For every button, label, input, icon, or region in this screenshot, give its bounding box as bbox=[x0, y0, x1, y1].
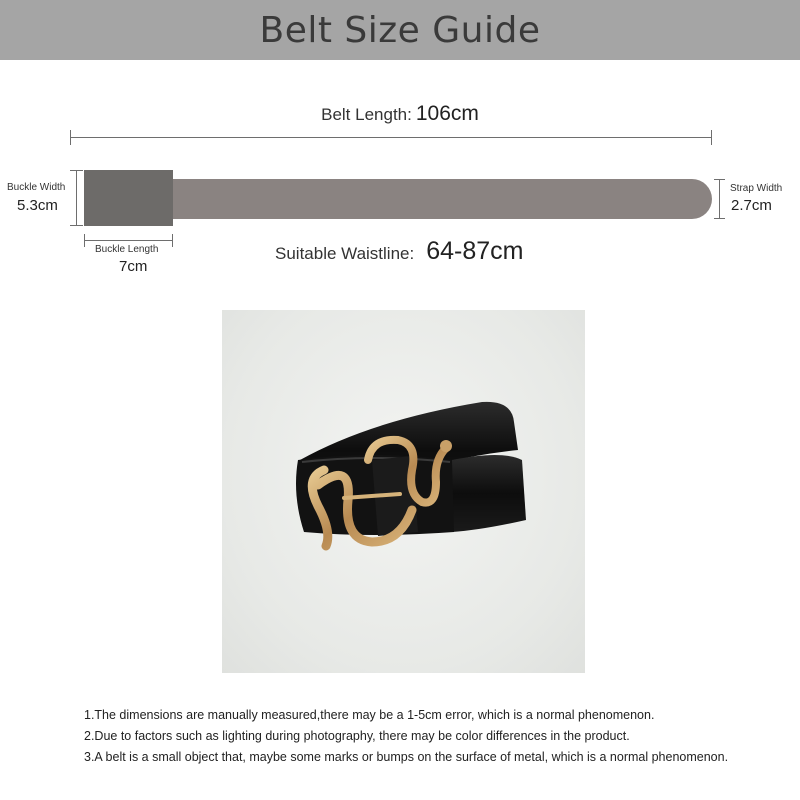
buckle-length-tick-right bbox=[172, 234, 173, 247]
buckle-length-value: 7cm bbox=[119, 258, 148, 275]
header-banner bbox=[0, 0, 800, 60]
buckle-width-tick-top bbox=[70, 170, 83, 171]
buckle-width-label: Buckle Width bbox=[7, 182, 66, 193]
product-photo bbox=[222, 310, 585, 673]
belt-length-dimension-line bbox=[70, 137, 712, 138]
waistline-value: 64-87cm bbox=[426, 237, 524, 265]
belt-length-caption: Belt Length: bbox=[321, 105, 412, 124]
strap-width-dimension-line bbox=[719, 179, 720, 219]
note-item: 1.The dimensions are manually measured,there may be a 1-5cm error, which is a normal phenomenon. bbox=[84, 708, 655, 722]
note-item: 2.Due to factors such as lighting during photography, there may be color differences in the product. bbox=[84, 729, 630, 743]
belt-length-value: 106cm bbox=[415, 102, 479, 125]
buckle-width-value: 5.3cm bbox=[17, 197, 58, 214]
notes-list bbox=[84, 708, 784, 771]
belt-length-tick-left bbox=[70, 130, 71, 145]
belt-illustration bbox=[222, 310, 585, 673]
buckle-length-label: Buckle Length bbox=[95, 244, 159, 255]
page-title: Belt Size Guide bbox=[259, 9, 541, 51]
strap-width-tick-bottom bbox=[714, 218, 725, 219]
buckle-length-tick-left bbox=[84, 234, 85, 247]
waistline-info bbox=[275, 237, 523, 266]
buckle-width-tick-bottom bbox=[70, 225, 83, 226]
strap-width-label: Strap Width bbox=[730, 183, 783, 194]
strap-shape bbox=[173, 179, 712, 219]
buckle-length-dimension-line bbox=[84, 240, 173, 241]
belt-length-label bbox=[0, 102, 800, 126]
strap-width-value: 2.7cm bbox=[731, 197, 772, 214]
buckle-width-dimension-line bbox=[76, 170, 77, 226]
waistline-label: Suitable Waistline: bbox=[275, 244, 415, 263]
belt-length-tick-right bbox=[711, 130, 712, 145]
note-item: 3.A belt is a small object that, maybe some marks or bumps on the surface of metal, which is a normal phenomenon. bbox=[84, 750, 729, 764]
strap-width-tick-top bbox=[714, 179, 725, 180]
buckle-shape bbox=[84, 170, 173, 226]
